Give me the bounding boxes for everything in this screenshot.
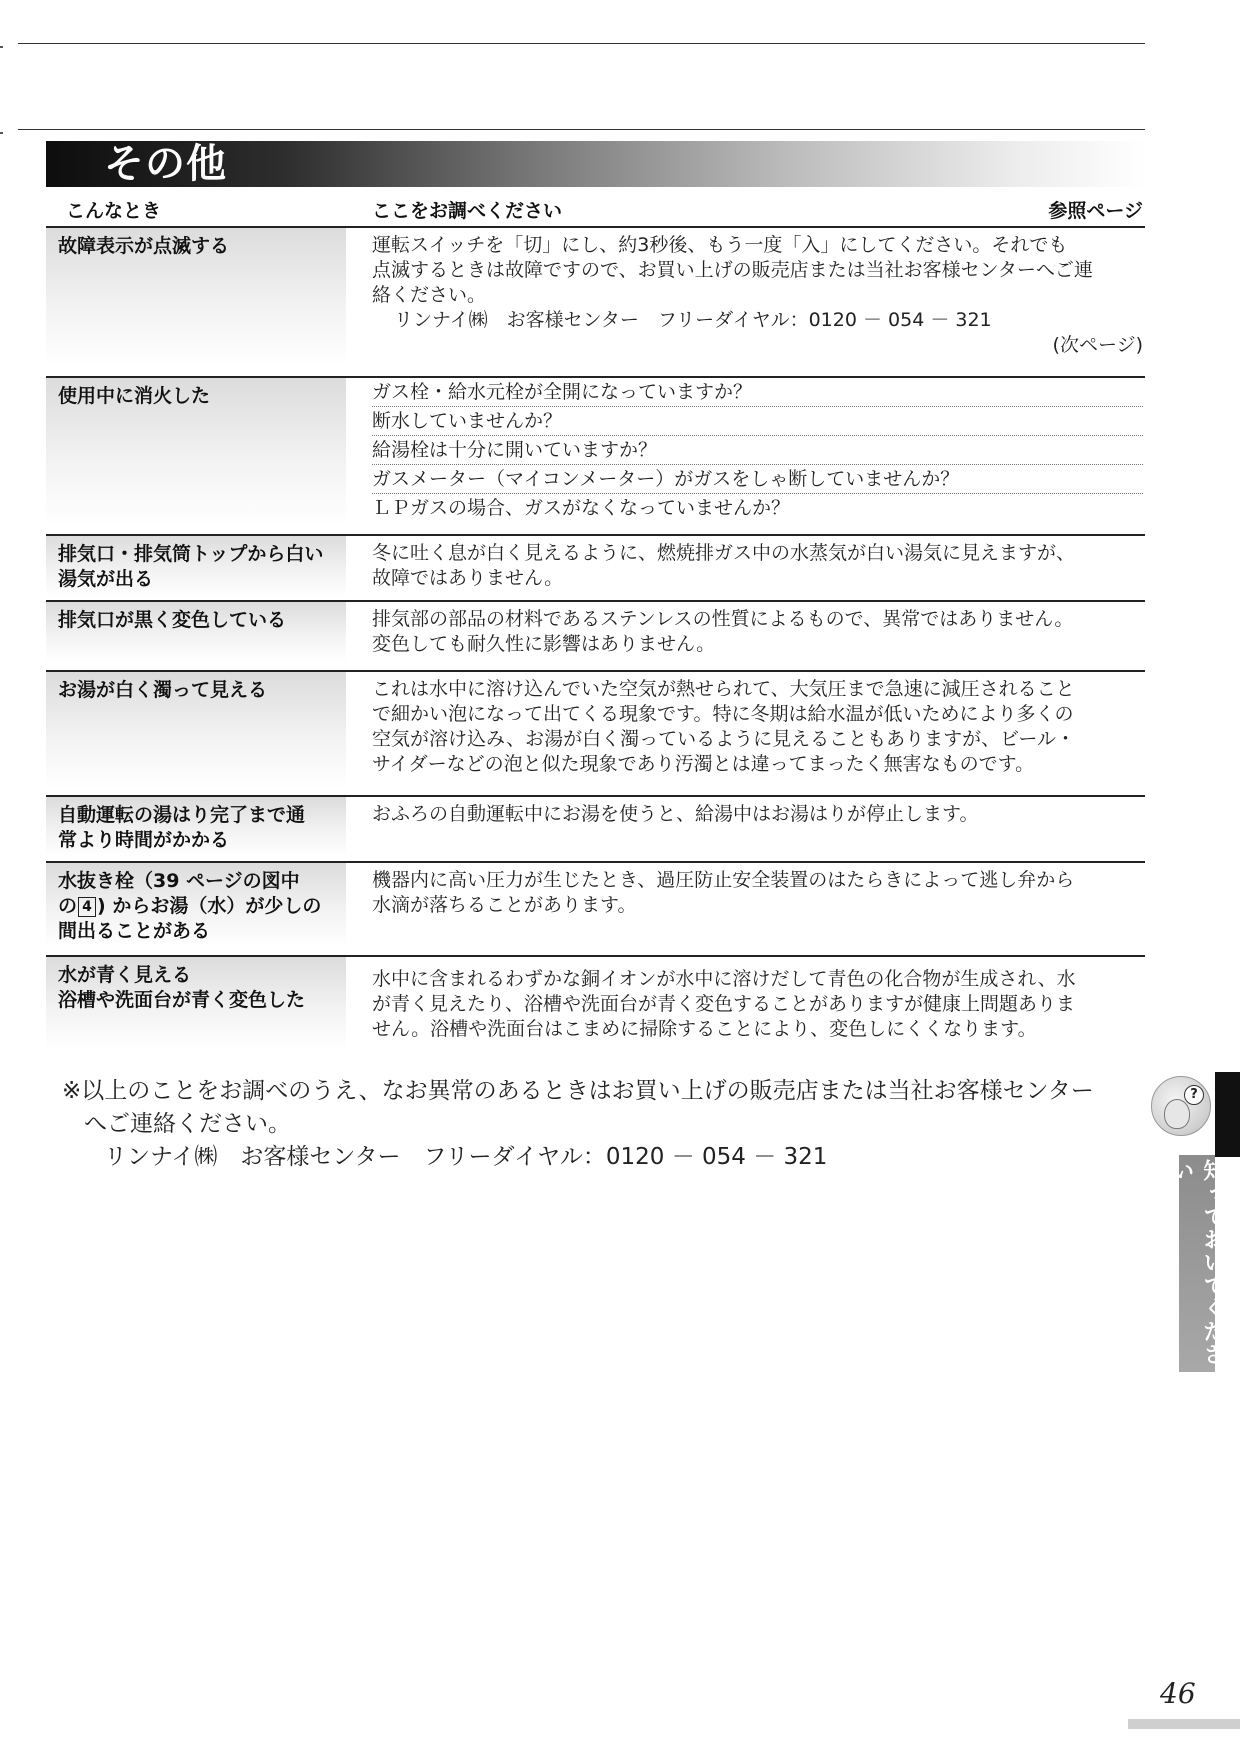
table-row bbox=[46, 861, 1145, 947]
section-title: その他 bbox=[104, 141, 227, 187]
side-tab-marker bbox=[1215, 1072, 1240, 1157]
section-header-bar bbox=[46, 141, 1145, 187]
condition-text: お湯が白く濁って見える bbox=[58, 679, 268, 701]
section-rule bbox=[18, 129, 1145, 130]
check-cell bbox=[372, 541, 1143, 591]
check-text: 点滅するときは故障ですので、お買い上げの販売店または当社お客様センターへご連 bbox=[372, 259, 1093, 281]
question-mark-icon bbox=[1151, 1076, 1211, 1136]
condition-cell bbox=[46, 672, 346, 788]
check-text: 絡ください。 bbox=[372, 284, 487, 306]
margin-tick bbox=[0, 132, 3, 134]
check-text: 空気が溶け込み、お湯が白く濁っているように見えることもありますが、ビール・ bbox=[372, 728, 1076, 750]
page-number: 46 bbox=[1160, 1677, 1196, 1710]
check-text: 変色しても耐久性に影響はありません。 bbox=[372, 633, 716, 655]
margin-tick bbox=[0, 46, 3, 48]
table-row bbox=[46, 376, 1145, 524]
condition-cell bbox=[46, 602, 346, 662]
check-item: 給湯栓は十分に開いていますか？ bbox=[372, 436, 1143, 465]
check-text: 冬に吐く息が白く見えるように、燃焼排ガス中の水蒸気が白い湯気に見えますが、 bbox=[372, 542, 1076, 564]
check-text: おふろの自動運転中にお湯を使うと、給湯中はお湯はりが停止します。 bbox=[372, 803, 979, 825]
condition-text: 自動運転の湯はり完了まで通 bbox=[58, 804, 306, 826]
check-text: 水中に含まれるわずかな銅イオンが水中に溶けだして青色の化合物が生成され、水 bbox=[372, 968, 1076, 990]
check-item: ガスメーター（マイコンメーター）がガスをしゃ断していませんか？ bbox=[372, 465, 1143, 494]
check-item: 断水していませんか？ bbox=[372, 407, 1143, 436]
condition-text: 水が青く見える bbox=[58, 964, 192, 986]
check-cell bbox=[372, 868, 1143, 918]
condition-text bbox=[58, 894, 346, 919]
side-tab-label: 知っておいてください bbox=[1179, 1155, 1215, 1372]
condition-text: 水抜き栓（39 ページの図中 bbox=[58, 870, 300, 892]
table-row bbox=[46, 670, 1145, 788]
condition-cell bbox=[46, 797, 346, 857]
condition-text-part: ) からお湯（水）が少しの bbox=[97, 895, 322, 917]
top-rule bbox=[18, 43, 1145, 44]
condition-cell bbox=[46, 378, 346, 524]
footnote-text: へご連絡ください。 bbox=[84, 1111, 291, 1137]
check-text: サイダーなどの泡と似た現象であり汚濁とは違ってまったく無害なものです。 bbox=[372, 753, 1035, 775]
reference-page: (次ページ) bbox=[1052, 334, 1143, 356]
check-text: これは水中に溶け込んでいた空気が熱せられて、大気圧まで急速に減圧されること bbox=[372, 678, 1075, 700]
condition-cell bbox=[46, 863, 346, 947]
figure-number-badge: 4 bbox=[78, 897, 96, 917]
contact-text: リンナイ㈱ お客様センター フリーダイヤル：0120 － 054 － 321 bbox=[394, 309, 992, 331]
question-badge: ? bbox=[1184, 1085, 1204, 1105]
condition-text: 浴槽や洗面台が青く変色した bbox=[58, 989, 306, 1011]
check-cell bbox=[372, 607, 1143, 657]
check-text: 故障ではありません。 bbox=[372, 567, 564, 589]
check-text: せん。浴槽や洗面台はこまめに掃除することにより、変色しにくくなります。 bbox=[372, 1018, 1037, 1040]
check-text: 水滴が落ちることがあります。 bbox=[372, 894, 637, 916]
condition-text: 湯気が出る bbox=[58, 568, 154, 590]
table-row bbox=[46, 600, 1145, 662]
check-item: ガス栓・給水元栓が全開になっていますか？ bbox=[372, 378, 1143, 407]
check-cell bbox=[372, 677, 1143, 777]
check-cell bbox=[372, 967, 1143, 1042]
footnote-text: ※以上のことをお調べのうえ、なお異常のあるときはお買い上げの販売店または当社お客様センター bbox=[62, 1078, 1094, 1104]
person-icon bbox=[1164, 1099, 1190, 1129]
condition-text: 故障表示が点滅する bbox=[58, 235, 230, 257]
check-cell bbox=[372, 802, 1143, 827]
condition-text: 間出ることがある bbox=[58, 920, 211, 942]
check-text: で細かい泡になって出てくる現象です。特に冬期は給水温が低いためにより多くの bbox=[372, 703, 1074, 725]
condition-text: 排気口が黒く変色している bbox=[58, 609, 287, 631]
condition-cell bbox=[46, 228, 346, 366]
table-row bbox=[46, 955, 1145, 1049]
table-row bbox=[46, 795, 1145, 857]
table-row bbox=[46, 534, 1145, 598]
column-headers bbox=[46, 196, 1145, 220]
check-text: 排気部の部品の材料であるステンレスの性質によるもので、異常ではありません。 bbox=[372, 608, 1074, 630]
footnote bbox=[62, 1075, 1094, 1174]
check-text: 機器内に高い圧力が生じたとき、過圧防止安全装置のはたらきによって逃し弁から bbox=[372, 869, 1075, 891]
check-cell bbox=[372, 378, 1143, 522]
column-header-check: ここをお調べください bbox=[372, 200, 563, 222]
condition-text: 使用中に消火した bbox=[58, 385, 211, 407]
page-footer-bar bbox=[1128, 1719, 1240, 1729]
check-text: 運転スイッチを「切」にし、約3秒後、もう一度「入」にしてください。それでも bbox=[372, 234, 1068, 256]
check-text: が青く見えたり、浴槽や洗面台が青く変色することがありますが健康上問題ありま bbox=[372, 993, 1076, 1015]
condition-text-part: の bbox=[58, 895, 78, 917]
condition-text: 常より時間がかかる bbox=[58, 829, 230, 851]
condition-text: 排気口・排気筒トップから白い bbox=[58, 543, 324, 565]
check-cell bbox=[372, 233, 1143, 358]
column-header-when: こんなとき bbox=[66, 200, 162, 222]
table-row bbox=[46, 226, 1145, 366]
column-header-ref: 参照ページ bbox=[1048, 200, 1143, 222]
condition-cell bbox=[46, 957, 346, 1049]
footnote-contact: リンナイ㈱ お客様センター フリーダイヤル：0120 － 054 － 321 bbox=[104, 1144, 828, 1170]
condition-cell bbox=[46, 536, 346, 598]
check-item: ＬＰガスの場合、ガスがなくなっていませんか？ bbox=[372, 497, 791, 519]
